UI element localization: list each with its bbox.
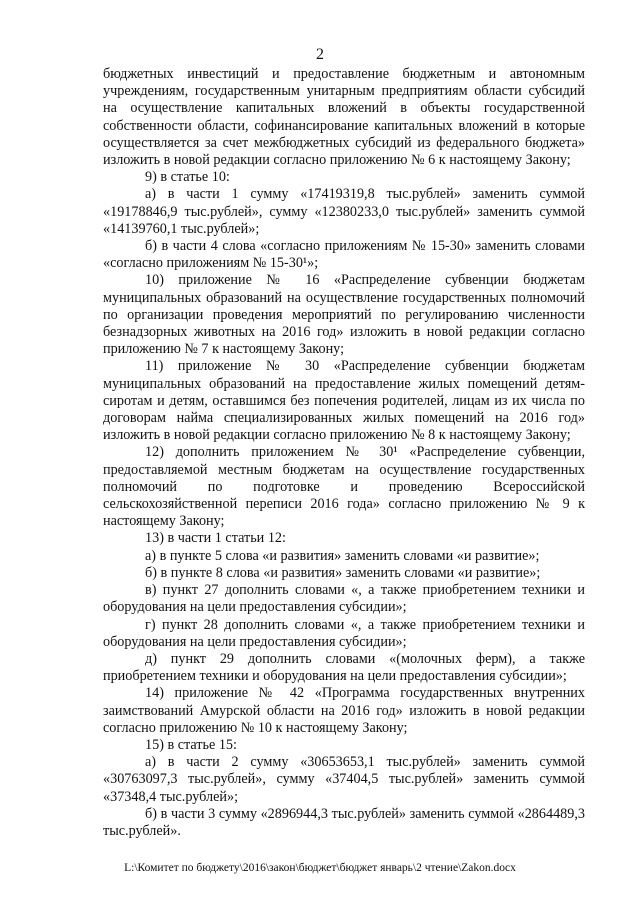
paragraph-item-10: 10) приложение № 16 «Распределение субвенции бюджетам муниципальных образований на осуществление государственных полномочий по организации проведения мероприятий по регулированию численности безнадзорных животных на 2016 год» изложить в новой редакции согласно приложению № 7 к настоящему Закону; xyxy=(103,272,585,358)
paragraph-item-9b: б) в части 4 слова «согласно приложениям № 15-30» заменить словами «согласно приложениям № 15-30¹»; xyxy=(103,238,585,272)
footer-file-path: L:\Комитет по бюджету\2016\закон\бюджет\бюджет январь\2 чтение\Zakon.docx xyxy=(124,862,516,874)
paragraph-continuation: бюджетных инвестиций и предоставление бюджетным и автономным учреждениям, государственным унитарным предприятиям области субсидий на осуществление капитальных вложений в объекты государственной собственности области, софинансирование капитальных вложений в которые осуществляется за счет межбюджетных субсидий из федерального бюджета» изложить в новой редакции согласно приложению № 6 к настоящему Закону; xyxy=(103,66,585,169)
page-number: 2 xyxy=(316,46,324,63)
document-body xyxy=(103,66,585,840)
paragraph-item-15a: а) в части 2 сумму «30653653,1 тыс.рублей» заменить суммой «30763097,3 тыс.рублей», сумму «37404,5 тыс.рублей» заменить суммой «37348,4 тыс.рублей»; xyxy=(103,754,585,805)
paragraph-item-15b: б) в части 3 сумму «2896944,3 тыс.рублей» заменить суммой «2864489,3 тыс.рублей». xyxy=(103,805,585,839)
paragraph-item-13b: б) в пункте 8 слова «и развития» заменить словами «и развитие»; xyxy=(145,564,541,581)
paragraph-item-11: 11) приложение № 30 «Распределение субвенции бюджетам муниципальных образований на предоставление жилых помещений детям-сиротам и детям, оставшимся без попечения родителей, лицам из их числа по договорам найма специализированных жилых помещений на 2016 год» изложить в новой редакции согласно приложению № 8 к настоящему Закону; xyxy=(103,358,585,444)
paragraph-item-15: 15) в статье 15: xyxy=(145,736,237,753)
paragraph-item-14: 14) приложение № 42 «Программа государственных внутренних заимствований Амурской области на 2016 год» изложить в новой редакции согласно приложению № 10 к настоящему Закону; xyxy=(103,685,585,736)
paragraph-item-9a: а) в части 1 сумму «17419319,8 тыс.рублей» заменить суммой «19178846,9 тыс.рублей», сумму «12380233,0 тыс.рублей» заменить суммой «14139760,1 тыс.рублей»; xyxy=(103,186,585,237)
paragraph-item-13v: в) пункт 27 дополнить словами «, а также приобретением техники и оборудования на цели предоставления субсидии»; xyxy=(103,582,585,616)
paragraph-item-13: 13) в части 1 статьи 12: xyxy=(145,530,286,547)
paragraph-item-12: 12) дополнить приложением № 30¹ «Распределение субвенции, предоставляемой местным бюджетам на осуществление государственных полномочий по подготовке и проведению Всероссийской сельскохозяйственной переписи 2016 года» согласно приложению № 9 к настоящему Закону; xyxy=(103,444,585,530)
paragraph-item-13a: а) в пункте 5 слова «и развития» заменить словами «и развитие»; xyxy=(145,547,540,564)
paragraph-item-9: 9) в статье 10: xyxy=(145,169,230,186)
paragraph-item-13g: г) пункт 28 дополнить словами «, а также приобретением техники и оборудования на цели предоставления субсидии»; xyxy=(103,616,585,650)
paragraph-item-13d: д) пункт 29 дополнить словами «(молочных ферм), а также приобретением техники и оборудования на цели предоставления субсидии»; xyxy=(103,650,585,685)
